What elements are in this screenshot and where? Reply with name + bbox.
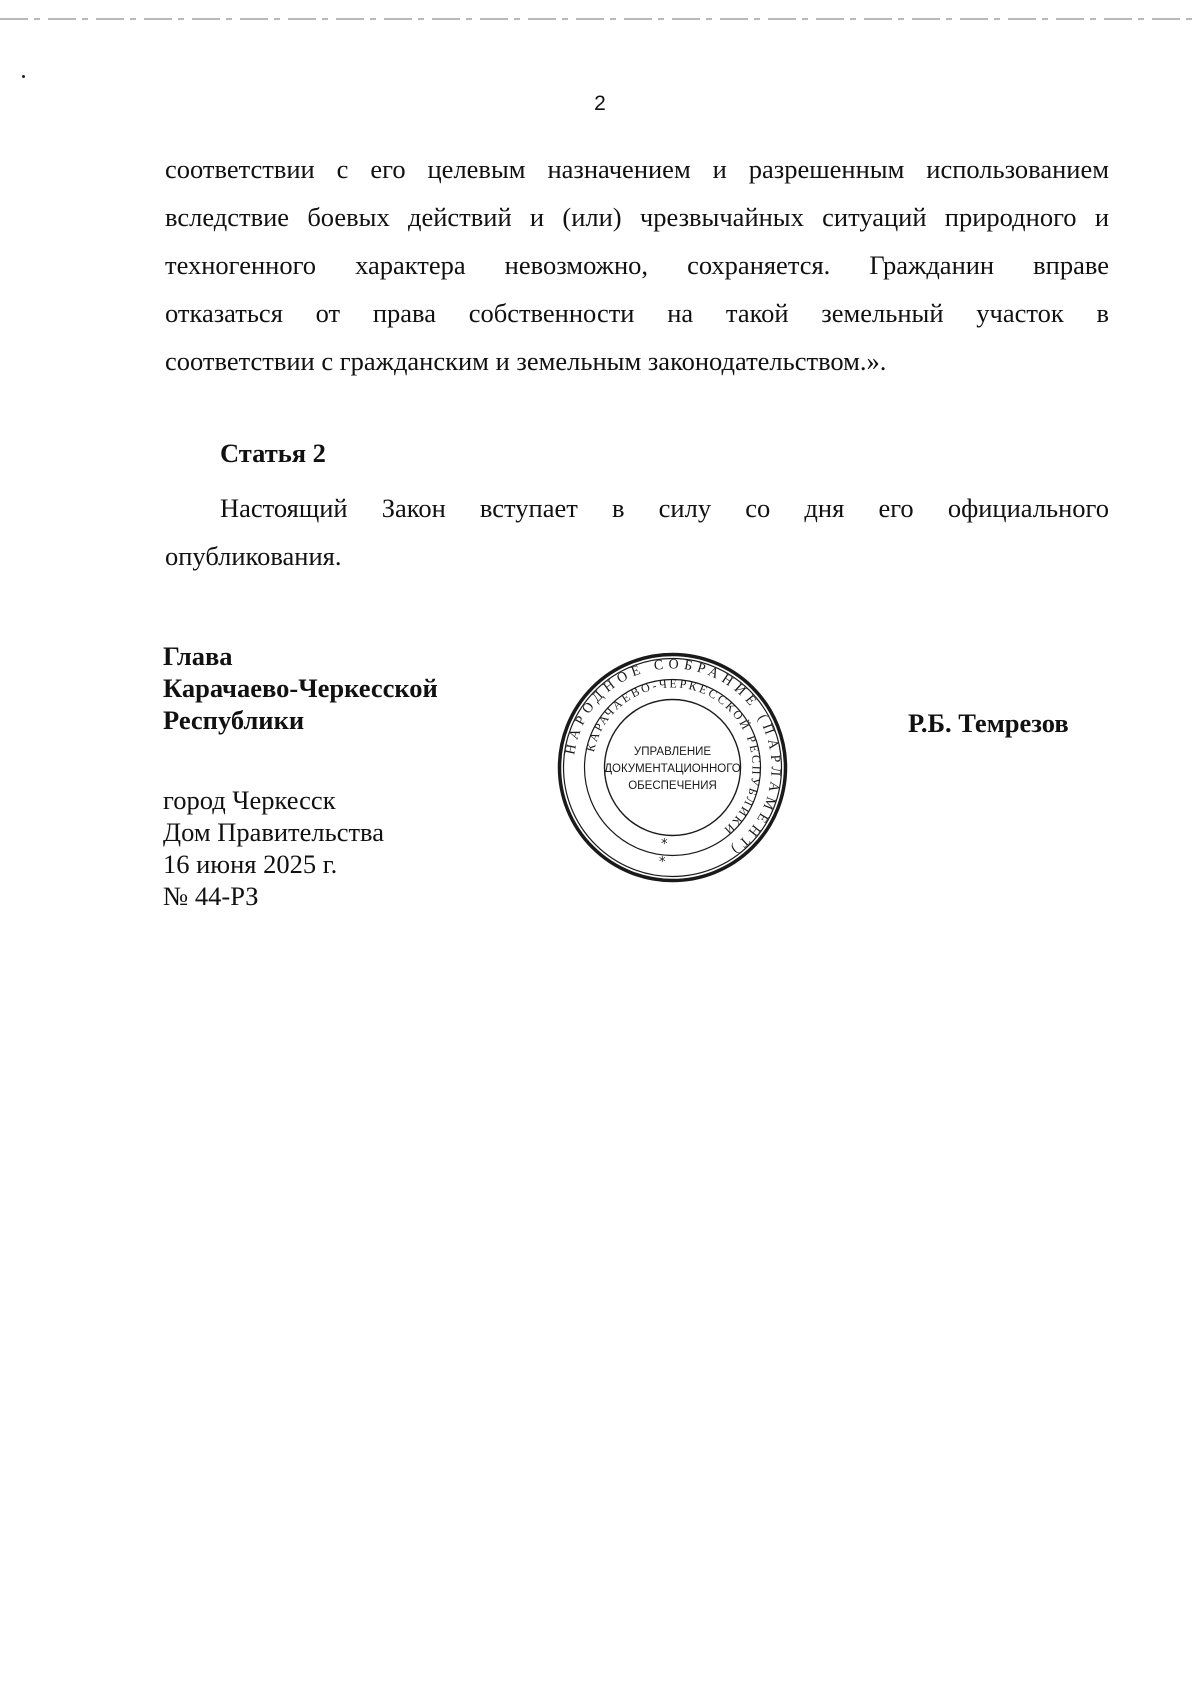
body-paragraph-1 [165, 145, 1109, 385]
signatory-title-line: Республики [163, 705, 305, 735]
seal-middle-text-path: КАРАЧАЕВО-ЧЕРКЕССКОЙ РЕСПУБЛИКИ [583, 676, 764, 839]
seal-center-line: УПРАВЛЕНИЕ [633, 746, 712, 758]
text-line: техногенного характера невозможно, сохраняется. Гражданин вправе [165, 250, 1109, 280]
seal-star-icon: * [661, 837, 668, 852]
place-and-date-block [163, 784, 384, 912]
seal-star-icon: * [659, 855, 666, 870]
text-line: Настоящий Закон вступает в силу со дня его официального [220, 493, 1109, 523]
text-line: соответствии с его целевым назначением и разрешенным использованием [165, 154, 1109, 184]
body-paragraph-2 [165, 484, 1109, 580]
date: 16 июня 2025 г. [163, 849, 338, 879]
signatory-title [163, 640, 438, 736]
scan-speck [22, 75, 25, 78]
city: город Черкесск [163, 785, 336, 815]
scan-top-edge [0, 18, 1200, 20]
text-line: отказаться от права собственности на такой земельный участок в [165, 298, 1109, 328]
seal-center-line: ДОКУМЕНТАЦИОННОГО [604, 763, 741, 775]
official-seal [555, 650, 790, 885]
signatory-title-line: Глава [163, 641, 233, 671]
text-line: соответствии с гражданским и земельным законодательством.». [165, 346, 887, 376]
signatory-title-line: Карачаево-Черкесской [163, 673, 438, 703]
seal-outer-text-path: НАРОДНОЕ СОБРАНИЕ (ПАРЛАМЕНТ) [563, 657, 783, 860]
building: Дом Правительства [163, 817, 384, 847]
page-number: 2 [594, 92, 606, 115]
article-heading: Статья 2 [220, 438, 326, 468]
signer-name: Р.Б. Темрезов [908, 708, 1069, 738]
seal-center-line: ОБЕСПЕЧЕНИЯ [628, 780, 717, 792]
text-line: вследствие боевых действий и (или) чрезвычайных ситуаций природного и [165, 202, 1109, 232]
law-number: № 44-РЗ [163, 881, 259, 911]
text-line: опубликования. [165, 541, 342, 571]
